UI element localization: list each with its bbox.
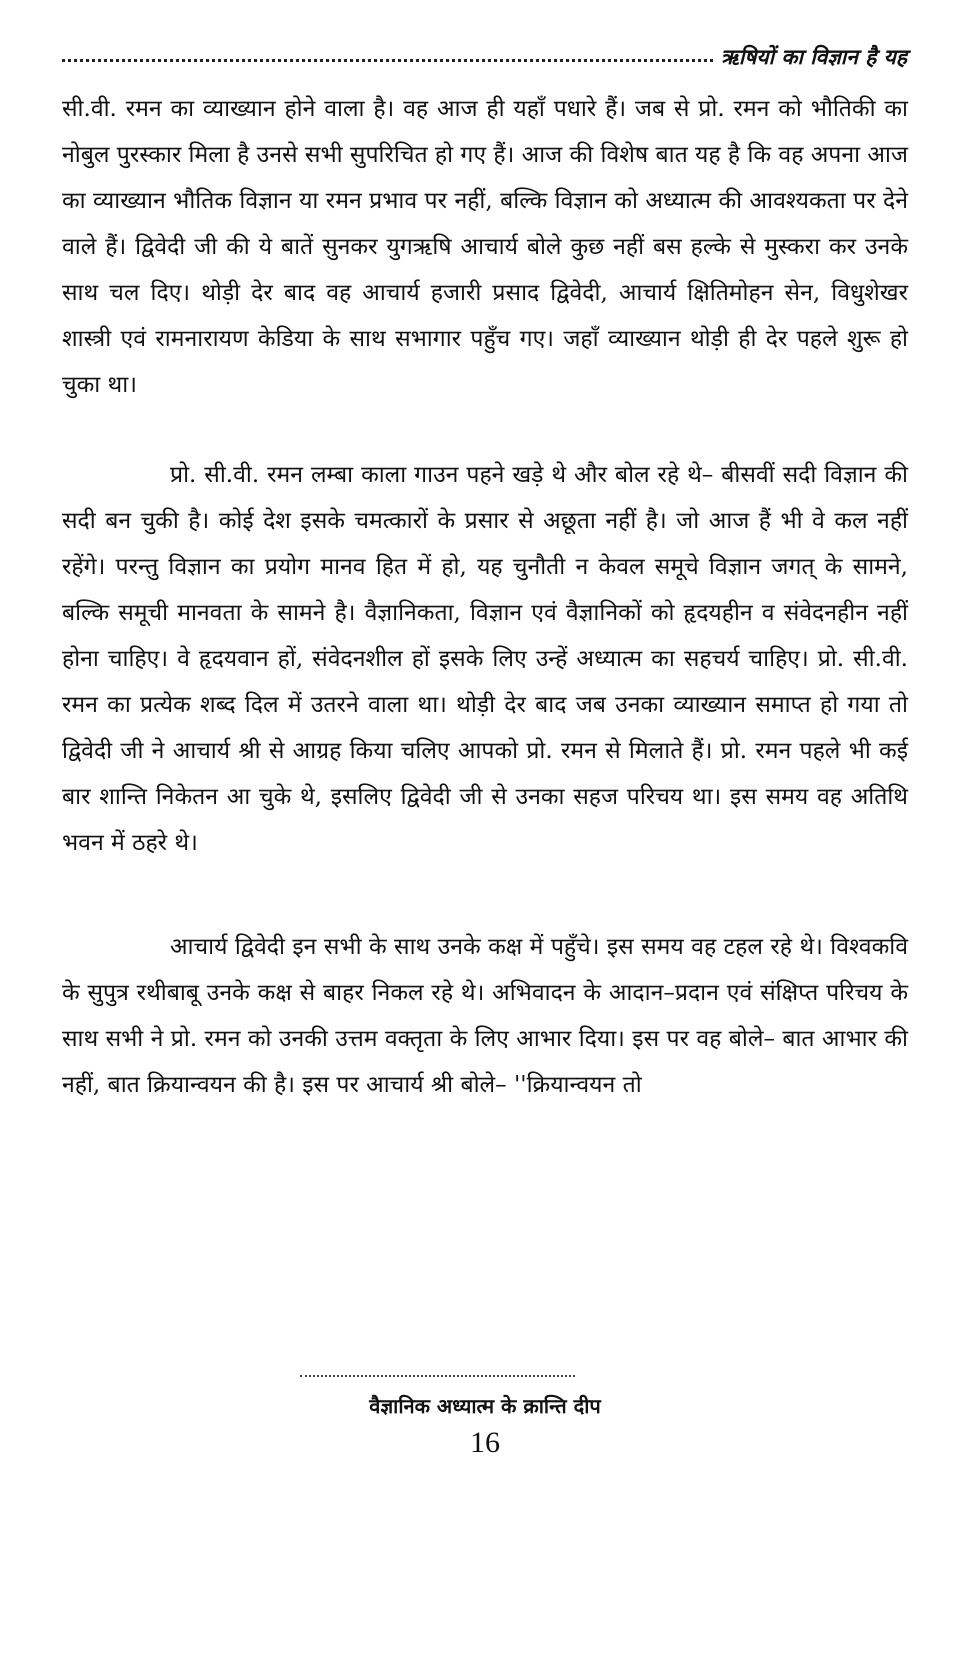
footer-book-title: वैज्ञानिक अध्यात्म के क्रान्ति दीप [369, 1394, 601, 1418]
paragraph-1: सी.वी. रमन का व्याख्यान होने वाला है। वह आज ही यहाँ पधारे हैं। जब से प्रो. रमन को भौतिकी का नोबुल पुरस्कार मिला है उनसे सभी सुपरिचित हो गए हैं। आज की विशेष बात यह है कि वह अपना आज का व्याख्यान भौतिक विज्ञान या रमन प्रभाव पर नहीं, बल्कि विज्ञान को अध्यात्म की आवश्यकता पर देने वाले हैं। द्विवेदी जी की ये बातें सुनकर युगऋषि आचार्य बोले कुछ नहीं बस हल्के से मुस्करा कर उनके साथ चल दिए। थोड़ी देर बाद वह आचार्य हजारी प्रसाद द्विवेदी, आचार्य क्षितिमोहन सेन, विधुशेखर शास्त्री एवं रामनारायण केडिया के साथ सभागार पहुँच गए। जहाँ व्याख्यान थोड़ी ही देर पहले शुरू हो चुका था। [62, 96, 908, 398]
paragraph-3: आचार्य द्विवेदी इन सभी के साथ उनके कक्ष में पहुँचे। इस समय वह टहल रहे थे। विश्वकवि के सुपुत्र रथीबाबू उनके कक्ष से बाहर निकल रहे थे। अभिवादन के आदान–प्रदान एवं संक्षिप्त परिचय के साथ सभी ने प्रो. रमन को उनकी उत्तम वक्तृता के लिए आभार दिया। इस पर वह बोले– बात आभार की नहीं, बात क्रियान्वयन की है। इस पर आचार्य श्री बोले– ''क्रियान्वयन तो [62, 934, 908, 1098]
page-number: 16 [470, 1426, 500, 1459]
body-text [62, 86, 908, 1108]
header-dotted-leader [62, 59, 713, 62]
paragraph-2: प्रो. सी.वी. रमन लम्बा काला गाउन पहने खड़े थे और बोल रहे थे– बीसवीं सदी विज्ञान की सदी बन चुकी है। कोई देश इसके चमत्कारों के प्रसार से अछूता नहीं है। जो आज हैं भी वे कल नहीं रहेंगे। परन्तु विज्ञान का प्रयोग मानव हित में हो, यह चुनौती न केवल समूचे विज्ञान जगत् के सामने, बल्कि समूची मानवता के सामने है। वैज्ञानिकता, विज्ञान एवं वैज्ञानिकों को हृदयहीन व संवेदनहीन नहीं होना चाहिए। वे हृदयवान हों, संवेदनशील हों इसके लिए उन्हें अध्यात्म का सहचर्य चाहिए। प्रो. सी.वी. रमन का प्रत्येक शब्द दिल में उतरने वाला था। थोड़ी देर बाद जब उनका व्याख्यान समाप्त हो गया तो द्विवेदी जी ने आचार्य श्री से आग्रह किया चलिए आपको प्रो. रमन से मिलाते हैं। प्रो. रमन पहले भी कई बार शान्ति निकेतन आ चुके थे, इसलिए द्विवेदी जी से उनका सहज परिचय था। इस समय वह अतिथि भवन में ठहरे थे। [62, 462, 908, 856]
running-header-title: ऋषियों का विज्ञान है यह [720, 45, 907, 69]
footer-dotted-rule [300, 1375, 575, 1377]
running-header [62, 40, 907, 74]
